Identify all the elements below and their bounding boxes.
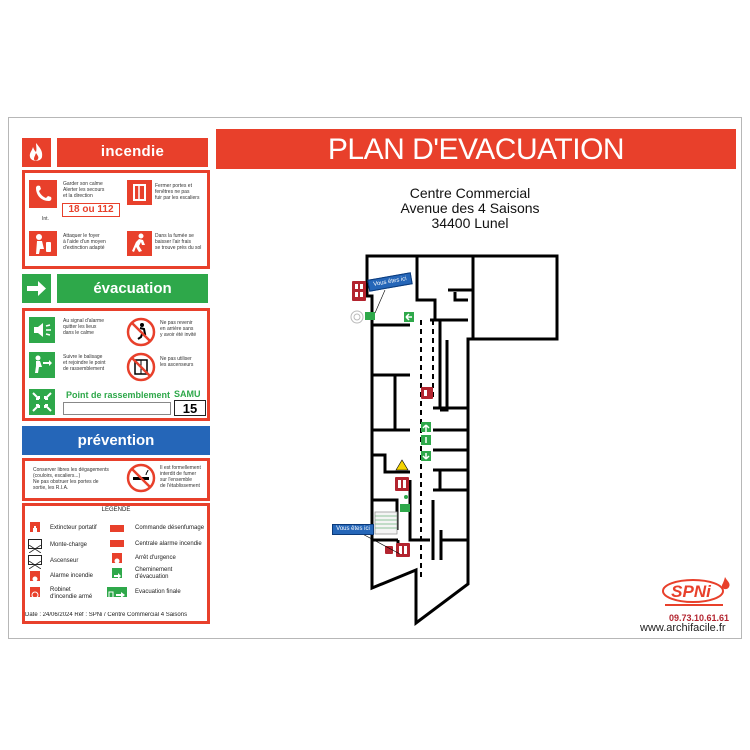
address-line-3: 34400 Lunel [431, 215, 509, 231]
plan-sign-extinguisher-3 [395, 477, 409, 491]
plan-sign-extinguisher-1 [352, 281, 366, 301]
legend-item-elevator: Ascenseur [50, 558, 79, 564]
address-line-1: Centre Commercial [409, 185, 531, 201]
svg-text:SPNi: SPNi [671, 582, 711, 601]
legend-item-fire-alarm: Alarme incendie [50, 573, 94, 579]
prevention-heading: prévention [22, 426, 210, 455]
samu-number: 15 [174, 400, 206, 416]
you-are-here-label-top: Vous êtes ici [367, 272, 412, 291]
evac-text-1: Au signal d'alarme quitter les lieux dans le calme [63, 318, 104, 336]
plan-sign-exit-1 [365, 312, 375, 320]
legend-item-alarm-panel: Centrale alarme incendie [135, 541, 202, 547]
brand-phone: 09.73.10.61.61 [669, 613, 730, 623]
legend-item-final-exit: Evacuation finale [135, 589, 181, 595]
you-are-here-label-bottom: Vous êtes ici [332, 524, 374, 535]
plan-stairs [375, 512, 397, 534]
plan-you-are-here-marker [351, 311, 363, 323]
brand-block [655, 573, 745, 623]
samu-label: SAMU [174, 389, 201, 399]
plan-sign-extinguisher-4 [396, 543, 410, 557]
plan-warning-icon [396, 460, 408, 470]
website-text: www.archifacile.fr [640, 622, 726, 634]
incendie-text-3: Attaquer le foyer à l'aide d'un moyen d'extinction adapté [63, 233, 106, 251]
address-line-2: Avenue des 4 Saisons [400, 200, 540, 216]
assembly-point-label: Point de rassemblement [66, 390, 171, 400]
spni-logo-icon [655, 573, 745, 611]
plan-sign-alarm [385, 546, 393, 554]
incendie-text-4: Dans la fumée se baisser l'air frais se trouve près du sol [155, 233, 202, 251]
incendie-text-1: Garder son calme Alerter les secours et la direction [63, 181, 105, 199]
incendie-heading: incendie [57, 138, 208, 167]
page-title: PLAN D'EVACUATION [327, 133, 625, 166]
incendie-text-2: Fermer portes et fenêtres ne pas fuir par les escaliers [155, 183, 200, 201]
legend-heading: LEGENDE [101, 507, 131, 513]
extra-label: Int. [42, 216, 49, 222]
legend-item-evacuation-route: Cheminement d'évacuation [135, 567, 173, 580]
evac-text-3: Suivre le balisage et rejoindre le point de rassemblement [63, 354, 106, 372]
plan-room-upper-right [473, 256, 557, 339]
legend-item-freight-lift: Monte-charge [50, 542, 88, 548]
prevention-text-1: Conserver libres les dégagements (couloirs, escaliers...) Ne pas obstruer les portes de sortie, les R.I.A. [33, 467, 109, 491]
plan-sign-exit-6 [400, 504, 410, 512]
evac-text-2: Ne pas revenir en arrière sans y avoir été invité [160, 320, 197, 338]
legend-item-fire-hose: Robinet d'incendie armé [50, 587, 93, 600]
evac-text-4: Ne pas utiliser les ascenseurs [160, 356, 194, 368]
legend-item-emergency-stop: Arrêt d'urgence [135, 555, 176, 561]
footer-text: Date : 24/06/2024 Réf : SPNi / Centre Commercial 4 Saisons [25, 612, 188, 618]
emergency-numbers: 18 ou 112 [62, 203, 120, 217]
legend-item-extinguisher: Extincteur portatif [50, 525, 97, 531]
prevention-text-2: Il est formellement interdit de fumer sur l'ensemble de l'établissement [160, 465, 201, 489]
legend-item-smoke-control: Commande désenfumage [135, 525, 205, 531]
evacuation-heading: évacuation [57, 274, 208, 303]
